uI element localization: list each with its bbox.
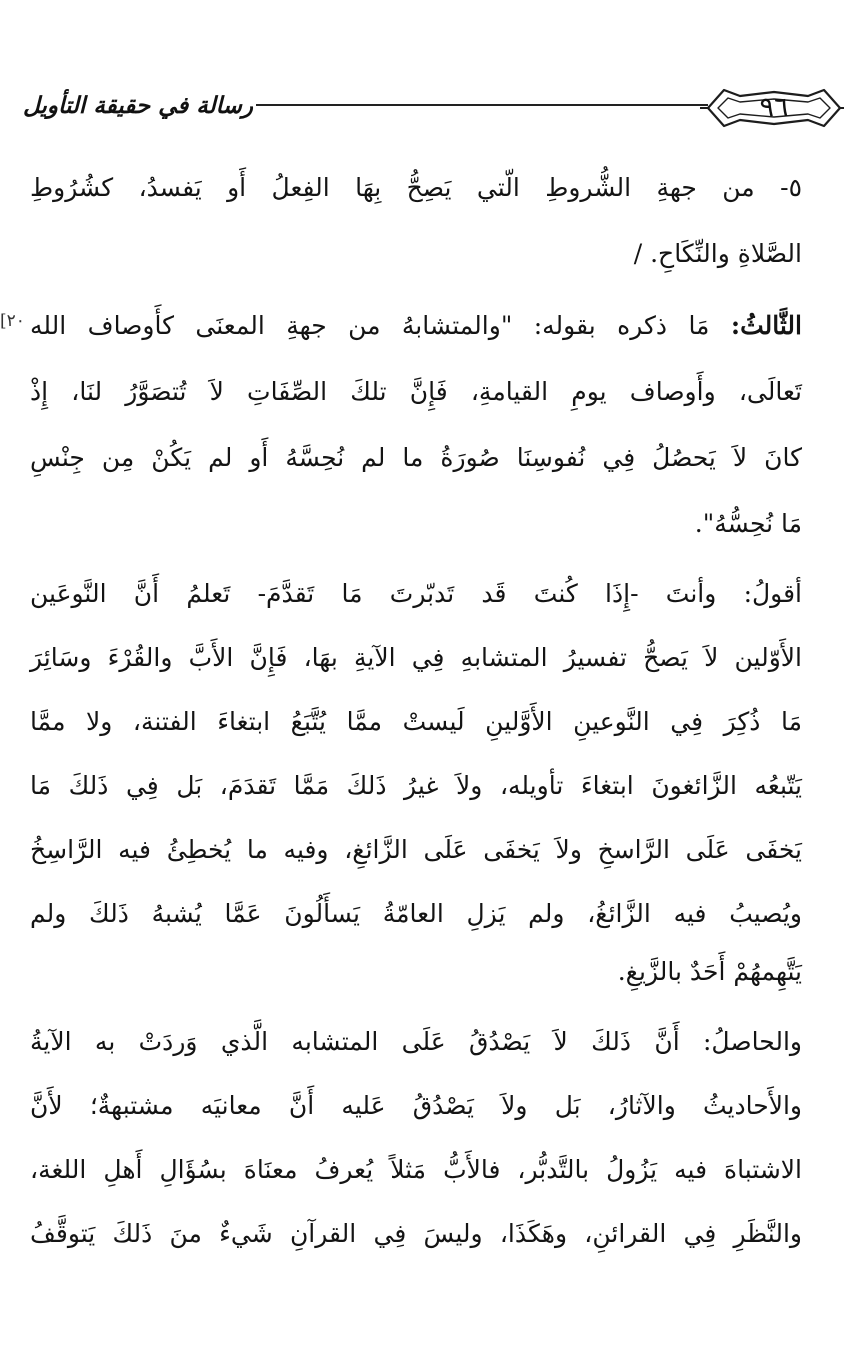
paragraph-1-line-2: الصَّلاةِ والنِّكَاحِ. / [633, 239, 802, 268]
running-title: رسالة في حقيقة التأويل [23, 93, 253, 119]
paragraph-2-lead: الثَّالثُ: [730, 311, 802, 340]
paragraph-3-line-2: الأَوّلين لاَ يَصحُّ تفسيرُ المتشابهِ فِي الآيةِ بهَا، فَإِنَّ الأَبَّ والقُرْءَ وسَائِرَ [30, 643, 802, 672]
paragraph-3-line-5: يَخفَى عَلَى الرَّاسخِ ولاَ يَخفَى عَلَى الزَّائغِ، وفيه ما يُخطِئُ فيه الرَّاسِخُ [30, 835, 802, 864]
page-number: ٩٦ [759, 92, 789, 123]
paragraph-2-line-1 [30, 298, 802, 354]
paragraph-4-line-3: الاشتباهَ فيه يَزُولُ بالتَّدبُّر، فالأَبُّ مَثلاً يُعرفُ معنَاهَ بسُؤَالِ أَهلِ اللغة، [30, 1155, 802, 1184]
paragraph-3-line-3: مَا ذُكِرَ فِي النَّوعينِ الأَوَّلينِ لَيستْ ممَّا يُتَّبَعُ ابتغاءَ الفتنة، ولا ممَّا [30, 707, 802, 736]
paragraph-3-line-6: ويُصيبُ فيه الزَّائغُ، ولم يَزلِ العامّةُ يَسأَلُونَ عَمَّا يُشبهُ ذَلكَ ولم [30, 899, 802, 928]
header-rule [256, 104, 708, 106]
page-number-ornament [698, 82, 844, 134]
paragraph-1-line-1: ٥- من جهةِ الشُّروطِ الّتي يَصِحُّ بِهَا الفِعلُ أَو يَفسدُ، كشُرُوطِ [30, 173, 802, 202]
paragraph-2-line-1-text: مَا ذكره بقوله: "والمتشابهُ من جهةِ المعنَى كأَوصاف الله [30, 311, 710, 340]
paragraph-3-line-7: يَتَّهِمهُمْ أَحَدٌ بالزَّيغِ. [617, 957, 802, 986]
paragraph-3-line-1: أقولُ: وأنتَ -إِذَا كُنتَ قَد تَدبّرتَ مَا تَقدَّمَ- تَعلمُ أَنَّ النَّوعَين [30, 579, 802, 608]
margin-note: [٢٠ [0, 311, 25, 331]
paragraph-4-line-1: والحاصلُ: أَنَّ ذَلكَ لاَ يَصْدُقُ عَلَى المتشابه الَّذي وَردَتْ به الآيةُ [30, 1027, 802, 1056]
paragraph-4-line-4: والنَّظَرِ فِي القرائنِ، وهَكَذَا، وليسَ فِي القرآنِ شَيءٌ منَ ذَلكَ يَتوقَّفُ [30, 1219, 802, 1248]
paragraph-2-line-2: تَعالَى، وأَوصاف يومِ القيامةِ، فَإِنَّ تلكَ الصِّفَاتِ لاَ تُتصَوَّرُ لنَا، إِذْ [30, 377, 802, 406]
paragraph-2-line-4: مَا نُحِسُّهُ". [694, 509, 802, 538]
paragraph-3-line-4: يَتّبعُه الزَّائغونَ ابتغاءَ تأويله، ولاَ غيرُ ذَلكَ مَمَّا تَقدَمَ، بَل فِي ذَلكَ مَا [30, 771, 802, 800]
running-header [23, 80, 800, 138]
paragraph-2-line-3: كانَ لاَ يَحصُلُ فِي نُفوسِنَا صُورَةُ ما لم نُحِسَّهُ أَو لم يَكُنْ مِن جِنْسِ [30, 443, 802, 472]
paragraph-4-line-2: والأَحاديثُ والآثارُ، بَل ولاَ يَصْدُقُ عَليه أَنَّ معانيَه مشتبهةٌ؛ لأَنَّ [30, 1091, 802, 1120]
